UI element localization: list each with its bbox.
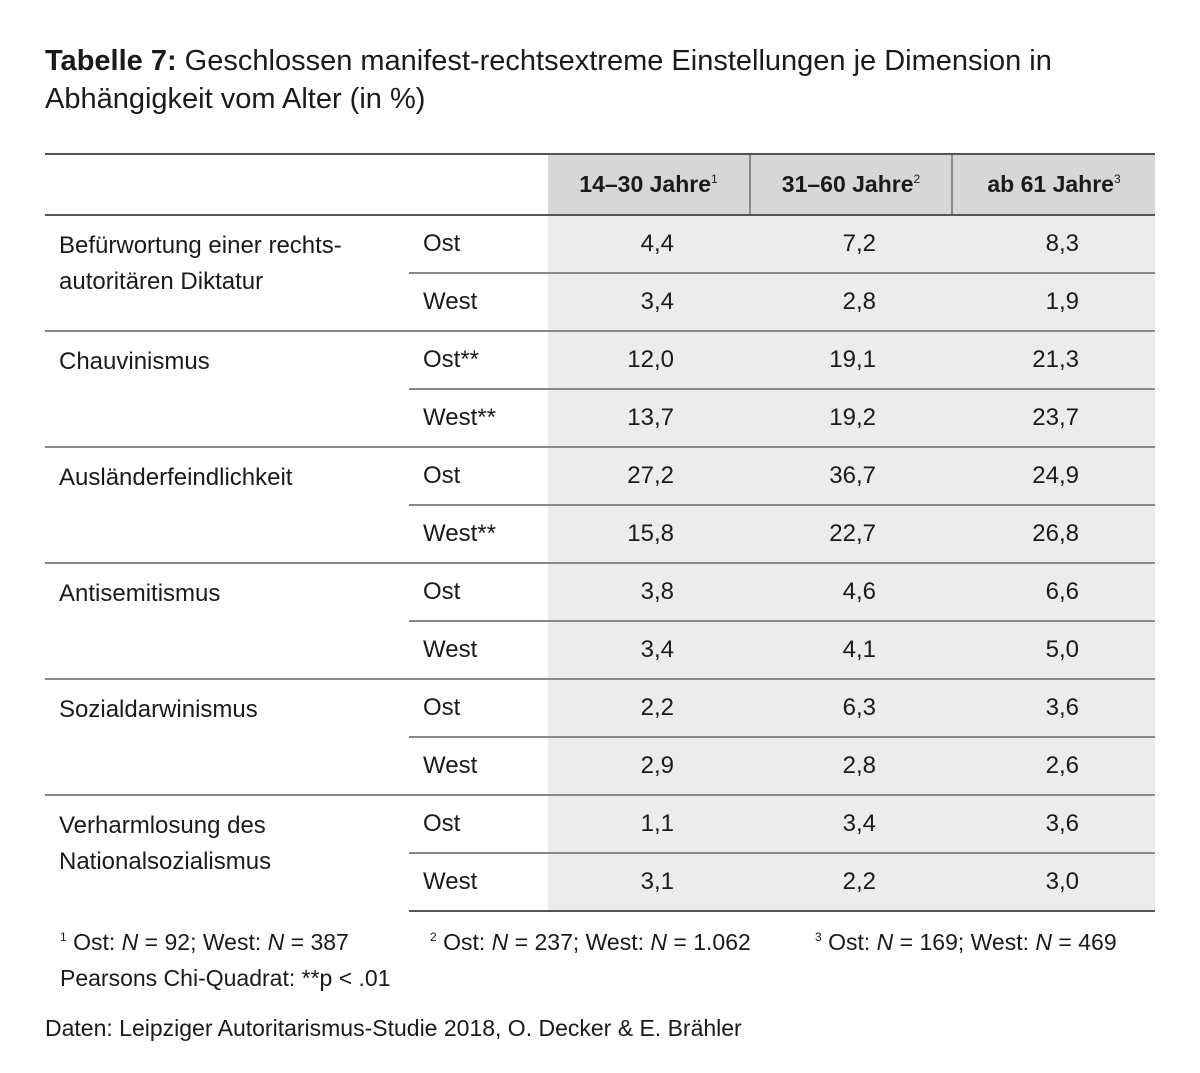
value-cell: 3,0 [952, 853, 1155, 911]
footnote-1: $^1$ Ost: N = 92; West: N = 387 [60, 929, 349, 955]
value-cell: 2,8 [750, 737, 952, 795]
header-row [45, 154, 1155, 215]
value-cell: 3,1 [548, 853, 750, 911]
value-cell: 5,0 [952, 621, 1155, 679]
region-label: West [409, 273, 548, 331]
value-cell: 6,3 [750, 679, 952, 737]
value-cell: 23,7 [952, 389, 1155, 447]
dimension-label: Chauvinismus [45, 331, 409, 447]
region-label: Ost [409, 795, 548, 853]
value-cell: 12,0 [548, 331, 750, 389]
value-cell: 3,4 [548, 621, 750, 679]
region-label: Ost [409, 563, 548, 621]
value-cell: 4,6 [750, 563, 952, 621]
value-cell: 27,2 [548, 447, 750, 505]
value-cell: 3,8 [548, 563, 750, 621]
value-cell: 2,6 [952, 737, 1155, 795]
region-label: Ost [409, 215, 548, 273]
dimension-label: Befürwortung einer rechts-autoritären Diktatur [59, 232, 342, 295]
table-row [45, 679, 1155, 737]
table-title [45, 42, 1155, 118]
value-cell: 8,3 [952, 215, 1155, 273]
table-row [45, 563, 1155, 621]
dimension-label: Verharmlosung des Nationalsozialismus [45, 795, 409, 911]
column-header: ab 61 Jahre$^3$ [952, 154, 1155, 215]
value-cell: 3,6 [952, 795, 1155, 853]
header-empty [409, 154, 548, 215]
data-source: Daten: Leipziger Autoritarismus-Studie 2018, O. Decker & E. Brähler [45, 1015, 742, 1041]
table-row [45, 447, 1155, 505]
value-cell: 26,8 [952, 505, 1155, 563]
value-cell: 7,2 [750, 215, 952, 273]
table-title-lead: Tabelle 7: [45, 45, 177, 77]
value-cell: 3,4 [750, 795, 952, 853]
value-cell: 1,1 [548, 795, 750, 853]
region-label: West [409, 853, 548, 911]
footnote-3: $^3$ Ost: N = 169; West: N = 469 [815, 929, 1117, 955]
value-cell: 6,6 [952, 563, 1155, 621]
region-label: Ost [409, 447, 548, 505]
table-row [45, 795, 1155, 853]
value-cell: 19,2 [750, 389, 952, 447]
column-header: 14–30 Jahre$^1$ [548, 154, 750, 215]
column-header: 31–60 Jahre$^2$ [750, 154, 952, 215]
table-title-text: Geschlossen manifest-rechtsextreme Einstellungen je Dimension in Abhängigkeit vom Alter (in %) [45, 45, 1052, 115]
value-cell: 2,8 [750, 273, 952, 331]
value-cell: 4,4 [548, 215, 750, 273]
region-label: West** [409, 505, 548, 563]
dimension-label: Ausländerfeindlichkeit [45, 447, 409, 563]
value-cell: 22,7 [750, 505, 952, 563]
value-cell: 3,4 [548, 273, 750, 331]
footnote-2: $^2$ Ost: N = 237; West: N = 1.062 [430, 929, 751, 955]
table-row [45, 331, 1155, 389]
value-cell: 2,9 [548, 737, 750, 795]
region-label: West [409, 621, 548, 679]
region-label: West** [409, 389, 548, 447]
header-empty [45, 154, 409, 215]
region-label: Ost [409, 679, 548, 737]
value-cell: 15,8 [548, 505, 750, 563]
value-cell: 24,9 [952, 447, 1155, 505]
value-cell: 1,9 [952, 273, 1155, 331]
dimension-label: Antisemitismus [45, 563, 409, 679]
value-cell: 19,1 [750, 331, 952, 389]
value-cell: 36,7 [750, 447, 952, 505]
value-cell: 4,1 [750, 621, 952, 679]
table-row [45, 215, 1155, 273]
value-cell: 3,6 [952, 679, 1155, 737]
significance-note: Pearsons Chi-Quadrat: **p < .01 [60, 965, 391, 991]
region-label: West [409, 737, 548, 795]
results-table [45, 153, 1155, 912]
dimension-label: Sozialdarwinismus [45, 679, 409, 795]
region-label: Ost** [409, 331, 548, 389]
value-cell: 13,7 [548, 389, 750, 447]
value-cell: 21,3 [952, 331, 1155, 389]
value-cell: 2,2 [548, 679, 750, 737]
value-cell: 2,2 [750, 853, 952, 911]
